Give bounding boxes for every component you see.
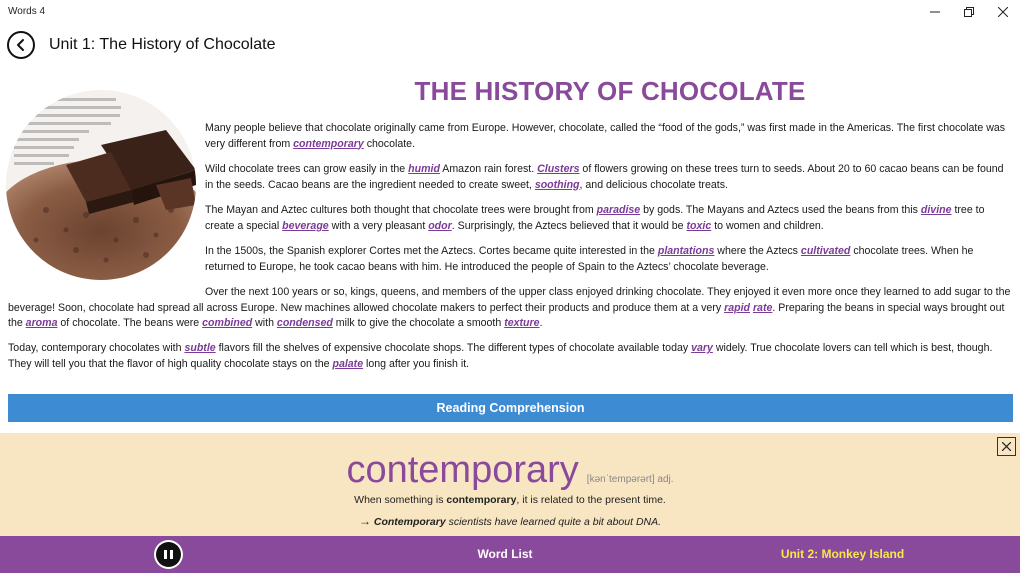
- close-icon: [998, 7, 1008, 17]
- text: Over the next 100 years or so, kings, queens, and members of the upper class enjoyed drinking chocolate. They enjoyed it even more once they learned to add sugar to the beverage! Soon, chocolate had spread all across Europe. New machines allowed chocolate makers to perfect their products and produce them at a very: [8, 286, 1011, 314]
- selected-word: contemporary: [346, 449, 579, 491]
- back-arrow-icon: [14, 38, 28, 52]
- minimize-icon: [930, 7, 940, 17]
- vocab-word-rapid[interactable]: rapid: [724, 301, 750, 314]
- next-unit-button[interactable]: Unit 2: Monkey Island: [780, 547, 905, 561]
- word-definition: [0, 494, 1020, 506]
- text: of chocolate. The beans were: [57, 317, 203, 329]
- paragraph-1: [205, 121, 1013, 152]
- vocab-word-combined[interactable]: combined: [202, 317, 253, 329]
- chocolate-illustration: [6, 90, 196, 280]
- text: of flowers growing on these trees turn to seeds. About 20 to 60 cacao beans can be found in the seeds. Cacao beans are the ingredient needed to create sweet,: [205, 163, 1004, 191]
- text: , it is related to the present time.: [516, 494, 666, 506]
- paragraph-4: [205, 244, 1013, 275]
- page-header: [0, 28, 1020, 64]
- vocab-word-rate[interactable]: rate: [752, 301, 773, 314]
- text: milk to give the chocolate a smooth: [332, 317, 505, 329]
- vocab-word-texture[interactable]: texture: [504, 317, 540, 329]
- app-title: Words 4: [8, 6, 46, 17]
- close-window-button[interactable]: [986, 0, 1020, 24]
- minimize-button[interactable]: [918, 0, 952, 24]
- back-button[interactable]: [7, 31, 35, 59]
- vocab-word-toxic[interactable]: toxic: [686, 219, 712, 232]
- text: Many people believe that chocolate originally came from Europe. However, chocolate, called the “food of the gods,” was first made in the Americas. The first chocolate was very different from: [205, 122, 1006, 150]
- text: with a very pleasant: [328, 219, 429, 232]
- word-heading: [0, 449, 1020, 492]
- text: Wild chocolate trees can grow easily in the: [205, 163, 409, 175]
- vocab-word-beverage[interactable]: beverage: [282, 219, 329, 232]
- vocab-word-cultivated[interactable]: cultivated: [800, 245, 851, 257]
- text: Amazon rain forest.: [439, 163, 538, 175]
- vocab-word-paradise[interactable]: paradise: [596, 204, 641, 216]
- text: chocolate.: [363, 137, 416, 150]
- vocab-word-contemporary[interactable]: contemporary: [293, 137, 364, 150]
- vocab-word-clusters[interactable]: Clusters: [537, 163, 580, 175]
- vocab-word-soothing[interactable]: soothing: [534, 178, 580, 191]
- paragraph-3: [205, 203, 1013, 234]
- text: with: [252, 317, 277, 329]
- word-example: [0, 514, 1020, 528]
- paragraph-2: [205, 162, 1013, 193]
- text: Today, contemporary chocolates with: [8, 342, 185, 354]
- vocab-word-divine[interactable]: divine: [920, 204, 952, 216]
- text: scientists have learned quite a bit about DNA.: [445, 516, 662, 528]
- text: widely. True chocolate lovers can tell which is best, though. They will tell you that the flavor of high quality chocolate stays on the: [8, 342, 993, 370]
- text: , and delicious chocolate treats.: [579, 178, 728, 191]
- text: chocolate trees. When he returned to Europe, he took cacao beans with him. He introduced the people of Spain to the Aztecs’ chocolate beverage.: [205, 245, 974, 273]
- reading-comprehension-button[interactable]: Reading Comprehension: [8, 394, 1013, 422]
- definition-word: contemporary: [446, 494, 517, 506]
- vocab-word-humid[interactable]: humid: [408, 163, 440, 175]
- pause-icon: [156, 542, 181, 567]
- vocab-word-condensed[interactable]: condensed: [276, 317, 333, 329]
- text: . Preparing the beans in special ways brought out the: [8, 301, 1005, 329]
- word-definition-panel: [0, 433, 1020, 536]
- pronunciation: [kənˈtempərərt] adj.: [586, 474, 674, 485]
- vocab-word-aroma[interactable]: aroma: [25, 317, 58, 329]
- text: to women and children.: [711, 219, 824, 232]
- text: . Surprisingly, the Aztecs believed that it would be: [451, 219, 687, 232]
- text: .: [539, 317, 543, 329]
- example-word: Contemporary: [373, 516, 446, 528]
- pause-button[interactable]: [154, 540, 183, 569]
- bottom-bar: [0, 536, 1020, 573]
- window-titlebar: [0, 0, 1020, 24]
- text: tree to create a special: [205, 204, 985, 232]
- text: In the 1500s, the Spanish explorer Cortes met the Aztecs. Cortes became quite interested in the: [205, 245, 658, 257]
- text: long after you finish it.: [363, 357, 470, 370]
- text: where the Aztecs: [714, 245, 801, 257]
- vocab-word-palate[interactable]: palate: [332, 357, 364, 370]
- vocab-word-odor[interactable]: odor: [428, 219, 452, 232]
- text: by gods. The Mayans and Aztecs used the beans from this: [640, 204, 921, 216]
- text: The Mayan and Aztec cultures both thought that chocolate trees were brought from: [205, 204, 597, 216]
- article-title: THE HISTORY OF CHOCOLATE: [414, 76, 806, 106]
- paragraph-6: [8, 341, 1013, 372]
- maximize-icon: [964, 7, 974, 17]
- maximize-button[interactable]: [952, 0, 986, 24]
- paragraph-5: [8, 285, 1013, 332]
- text: flavors fill the shelves of expensive chocolate shops. The different types of chocolate available today: [215, 342, 692, 354]
- vocab-word-subtle[interactable]: subtle: [184, 342, 216, 354]
- unit-title: Unit 1: The History of Chocolate: [49, 36, 276, 53]
- vocab-word-vary[interactable]: vary: [691, 342, 713, 354]
- text: When something is: [354, 494, 447, 506]
- vocab-word-plantations[interactable]: plantations: [657, 245, 715, 257]
- arrow-icon: →: [358, 514, 371, 528]
- word-list-button[interactable]: Word List: [477, 547, 533, 561]
